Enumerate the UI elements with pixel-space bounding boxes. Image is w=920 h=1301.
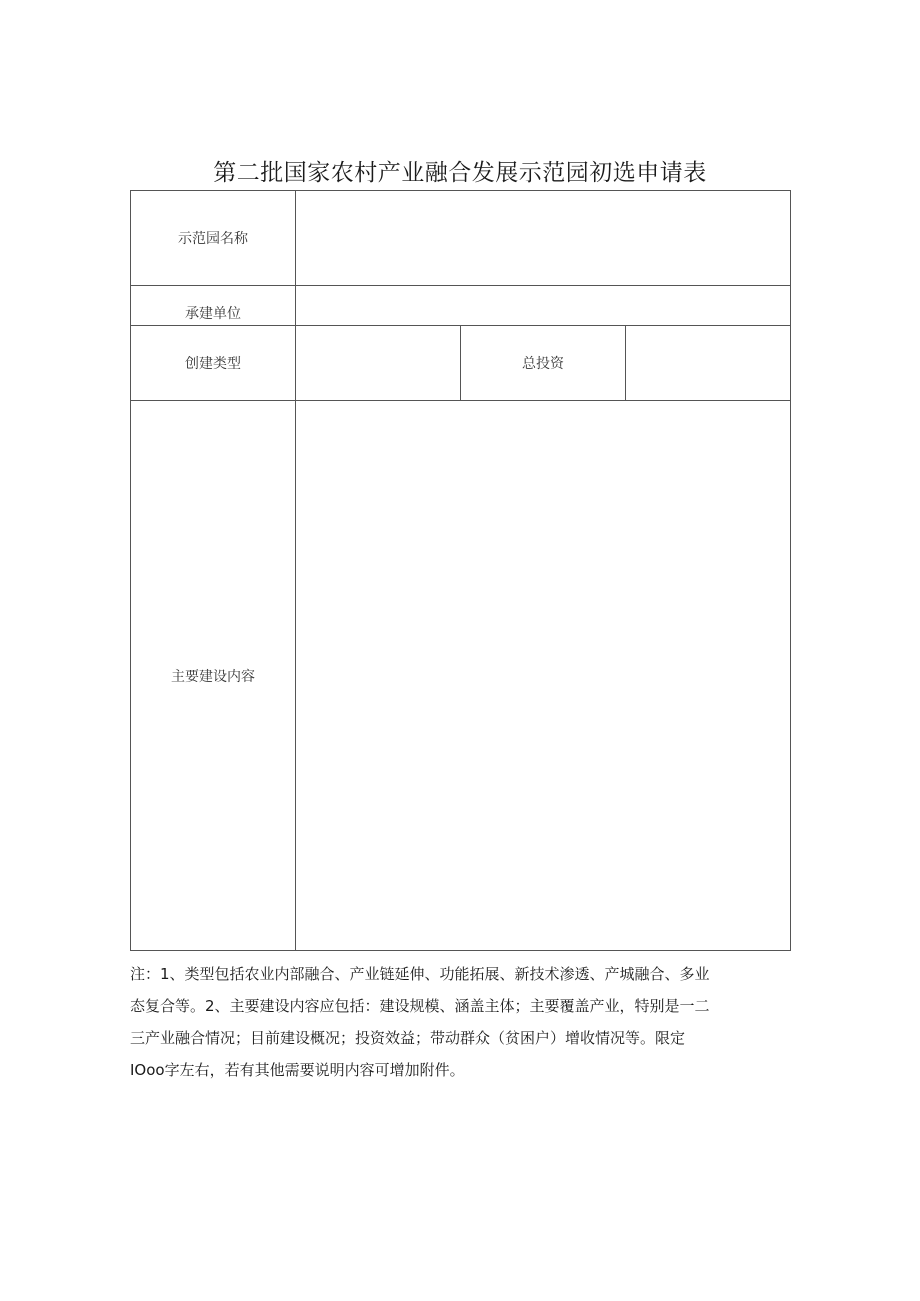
row-builder xyxy=(131,286,791,326)
builder-field[interactable] xyxy=(296,286,791,326)
note-line: 注：1、类型包括农业内部融合、产业链延伸、功能拓展、新技术渗透、产城融合、多业 xyxy=(130,965,710,983)
row-type-investment xyxy=(131,326,791,401)
build-type-field[interactable] xyxy=(296,326,461,401)
note-line: IOoo字左右，若有其他需要说明内容可增加附件。 xyxy=(130,1061,465,1079)
build-type-label: 创建类型 xyxy=(131,326,296,401)
page-title: 第二批国家农村产业融合发展示范园初选申请表 xyxy=(213,160,707,186)
note-line: 三产业融合情况；目前建设概况；投资效益；带动群众（贫困户）增收情况等。限定 xyxy=(130,1029,686,1047)
total-investment-field[interactable] xyxy=(626,326,791,401)
park-name-label: 示范园名称 xyxy=(131,191,296,286)
main-content-field[interactable] xyxy=(296,401,791,951)
builder-label: 承建单位 xyxy=(131,286,296,326)
application-form-table xyxy=(130,190,791,951)
main-content-label: 主要建设内容 xyxy=(131,401,296,951)
total-investment-label: 总投资 xyxy=(461,326,626,401)
note-line: 态复合等。2、主要建设内容应包括：建设规模、涵盖主体；主要覆盖产业，特别是一二 xyxy=(130,997,710,1015)
form-notes xyxy=(130,958,795,1086)
park-name-field[interactable] xyxy=(296,191,791,286)
row-park-name xyxy=(131,191,791,286)
row-main-content xyxy=(131,401,791,951)
